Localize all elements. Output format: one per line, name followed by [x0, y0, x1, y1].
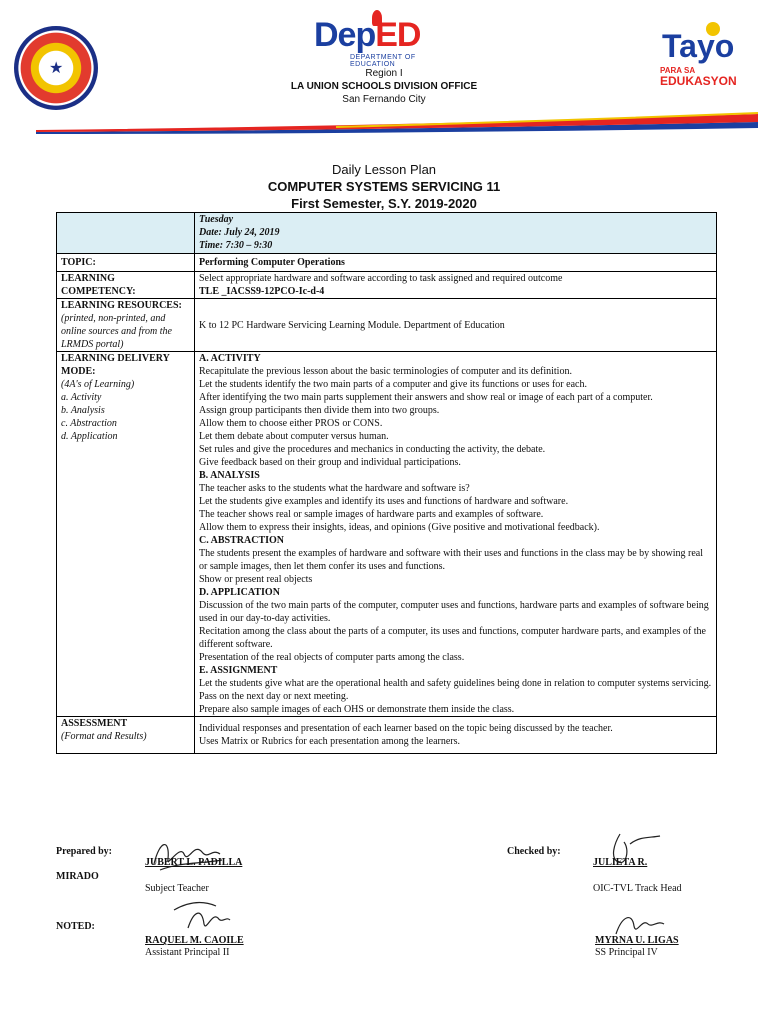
assessment-cell — [195, 717, 717, 754]
topic-row — [57, 254, 717, 272]
application-line: Presentation of the real objects of computer parts among the class. — [199, 652, 465, 663]
semester-title: First Semester, S.Y. 2019-2020 — [291, 196, 477, 211]
competency-text: Select appropriate hardware and software according to task assigned and required outcome — [199, 273, 563, 284]
analysis-line: The teacher shows real or sample images of hardware parts and examples of software. — [199, 509, 544, 520]
deped-logo-subtitle: DEPARTMENT OF EDUCATION — [350, 54, 416, 68]
delivery-row — [57, 352, 717, 717]
noted-name-1: RAQUEL M. CAOILE — [145, 935, 244, 946]
tayo-logo-word: Tayo — [662, 28, 735, 64]
seal-emblem-icon: ★ — [49, 60, 64, 77]
city-text: San Fernando City — [342, 94, 426, 105]
resources-note: (printed, non-printed, and online sources and from the LRMDS portal) — [61, 313, 172, 350]
delivery-item: b. Analysis — [61, 405, 105, 416]
assessment-line: Uses Matrix or Rubrics for each presentation among the learners. — [199, 736, 461, 747]
assignment-line: Pass on the next day or next meeting. — [199, 691, 349, 702]
noted-role-1: Assistant Principal II — [145, 947, 230, 958]
assessment-sub: (Format and Results) — [61, 731, 147, 742]
resources-label-cell — [57, 299, 195, 352]
activity-line: Recapitulate the previous lesson about the basic terminologies of computer and its definition. — [199, 366, 572, 377]
activity-line: Allow them to choose either PROS or CONS. — [199, 418, 383, 429]
office-text: LA UNION SCHOOLS DIVISION OFFICE — [290, 81, 478, 92]
analysis-line: The teacher asks to the students what the hardware and software is? — [199, 483, 470, 494]
schedule-cell — [195, 213, 717, 254]
delivery-item: d. Application — [61, 431, 118, 442]
resources-value: K to 12 PC Hardware Servicing Learning Module. Department of Education — [195, 299, 717, 352]
noted-role-2: SS Principal IV — [595, 947, 658, 958]
abstraction-line: Show or present real objects — [199, 574, 313, 585]
region-text: Region I — [365, 68, 403, 79]
section-heading-analysis: B. ANALYSIS — [199, 470, 260, 481]
topic-label: TOPIC: — [57, 254, 195, 272]
assessment-label: ASSESSMENT — [61, 718, 128, 729]
activity-line: After identifying the two main parts supplement their answers and show real or image of each part of a computer. — [199, 392, 653, 403]
prepared-by-label: Prepared by: — [56, 846, 113, 857]
section-heading-application: D. APPLICATION — [199, 587, 280, 598]
delivery-label: LEARNING DELIVERY MODE: — [61, 353, 170, 377]
tayo-logo-sub2: EDUKASYON — [660, 74, 737, 88]
tayo-logo-sub1: PARA SA — [660, 66, 696, 75]
noted-signature-image-1 — [168, 896, 238, 936]
lesson-plan-table — [56, 212, 717, 754]
schedule-time: Time: 7:30 – 9:30 — [199, 240, 273, 251]
delivery-label-cell — [57, 352, 195, 717]
assessment-label-cell — [57, 717, 195, 754]
assignment-line: Let the students give what are the operational health and safety guidelines being done in relation to computer systems servicing. — [199, 678, 712, 689]
activity-line: Let the students identify the two main parts of a computer and give its functions or uses for each. — [199, 379, 587, 390]
competency-cell — [195, 272, 717, 299]
prepared-name-cont: MIRADO — [56, 871, 99, 882]
checked-role: OIC-TVL Track Head — [593, 883, 682, 894]
analysis-line: Allow them to express their insights, ideas, and opinions (Give positive and motivational feedback). — [199, 522, 600, 533]
resources-label: LEARNING RESOURCES: — [61, 300, 182, 311]
schedule-date: Date: July 24, 2019 — [199, 227, 280, 238]
schedule-day: Tuesday — [199, 214, 234, 225]
activity-line: Let them debate about computer versus human. — [199, 431, 389, 442]
assessment-row — [57, 717, 717, 754]
schedule-row — [57, 213, 717, 254]
activity-line: Assign group participants then divide them into two groups. — [199, 405, 440, 416]
prepared-role: Subject Teacher — [145, 883, 209, 894]
delivery-sub: (4A's of Learning) — [61, 379, 135, 390]
header-color-stripe — [36, 112, 758, 134]
delivery-item: c. Abstraction — [61, 418, 117, 429]
abstraction-line: The students present the examples of hardware and software with their uses and functions in the class may be by showing real or sample images, then let them confer its uses and functions. — [199, 548, 704, 572]
analysis-line: Let the students give examples and identify its uses and functions of hardware and software. — [199, 496, 569, 507]
competency-code: TLE _IACSS9-12PCO-Ic-d-4 — [199, 286, 325, 297]
prepared-signature-image — [150, 834, 230, 874]
delivery-content-cell — [195, 352, 717, 717]
activity-line: Give feedback based on their group and individual participations. — [199, 457, 461, 468]
checked-name: JULIETA R. — [593, 857, 648, 868]
document-title: Daily Lesson Plan — [331, 162, 437, 177]
noted-signature-image-2 — [610, 906, 670, 938]
noted-label: NOTED: — [56, 921, 95, 932]
section-heading-abstraction: C. ABSTRACTION — [199, 535, 285, 546]
competency-row — [57, 272, 717, 299]
delivery-item: a. Activity — [61, 392, 102, 403]
application-line: Discussion of the two main parts of the computer, computer uses and functions, hardware parts and examples of software being used in our day-to-day activities. — [199, 600, 709, 624]
topic-value: Performing Computer Operations — [195, 254, 717, 272]
resources-row — [57, 299, 717, 352]
course-title: COMPUTER SYSTEMS SERVICING 11 — [267, 179, 501, 194]
competency-label: LEARNING COMPETENCY: — [57, 272, 195, 299]
deped-logo-word: DepED — [314, 16, 421, 54]
assignment-line: Prepare also sample images of each OHS or demonstrate them inside the class. — [199, 704, 515, 715]
noted-name-2: MYRNA U. LIGAS — [595, 935, 679, 946]
schedule-label-cell — [57, 213, 195, 254]
activity-line: Set rules and give the procedures and mechanics in conducting the activity, the debate. — [199, 444, 546, 455]
section-heading-assignment: E. ASSIGNMENT — [199, 665, 278, 676]
prepared-name: JUBERT L. PADILLA — [145, 857, 243, 868]
deped-logo — [310, 10, 460, 66]
assessment-line: Individual responses and presentation of each learner based on the topic being discussed by the teacher. — [199, 723, 613, 734]
section-heading-activity: A. ACTIVITY — [199, 353, 261, 364]
checked-by-label: Checked by: — [507, 846, 561, 857]
application-line: Recitation among the class about the parts of a computer, its uses and functions, computer hardware parts, and examples of the different software. — [199, 626, 706, 650]
